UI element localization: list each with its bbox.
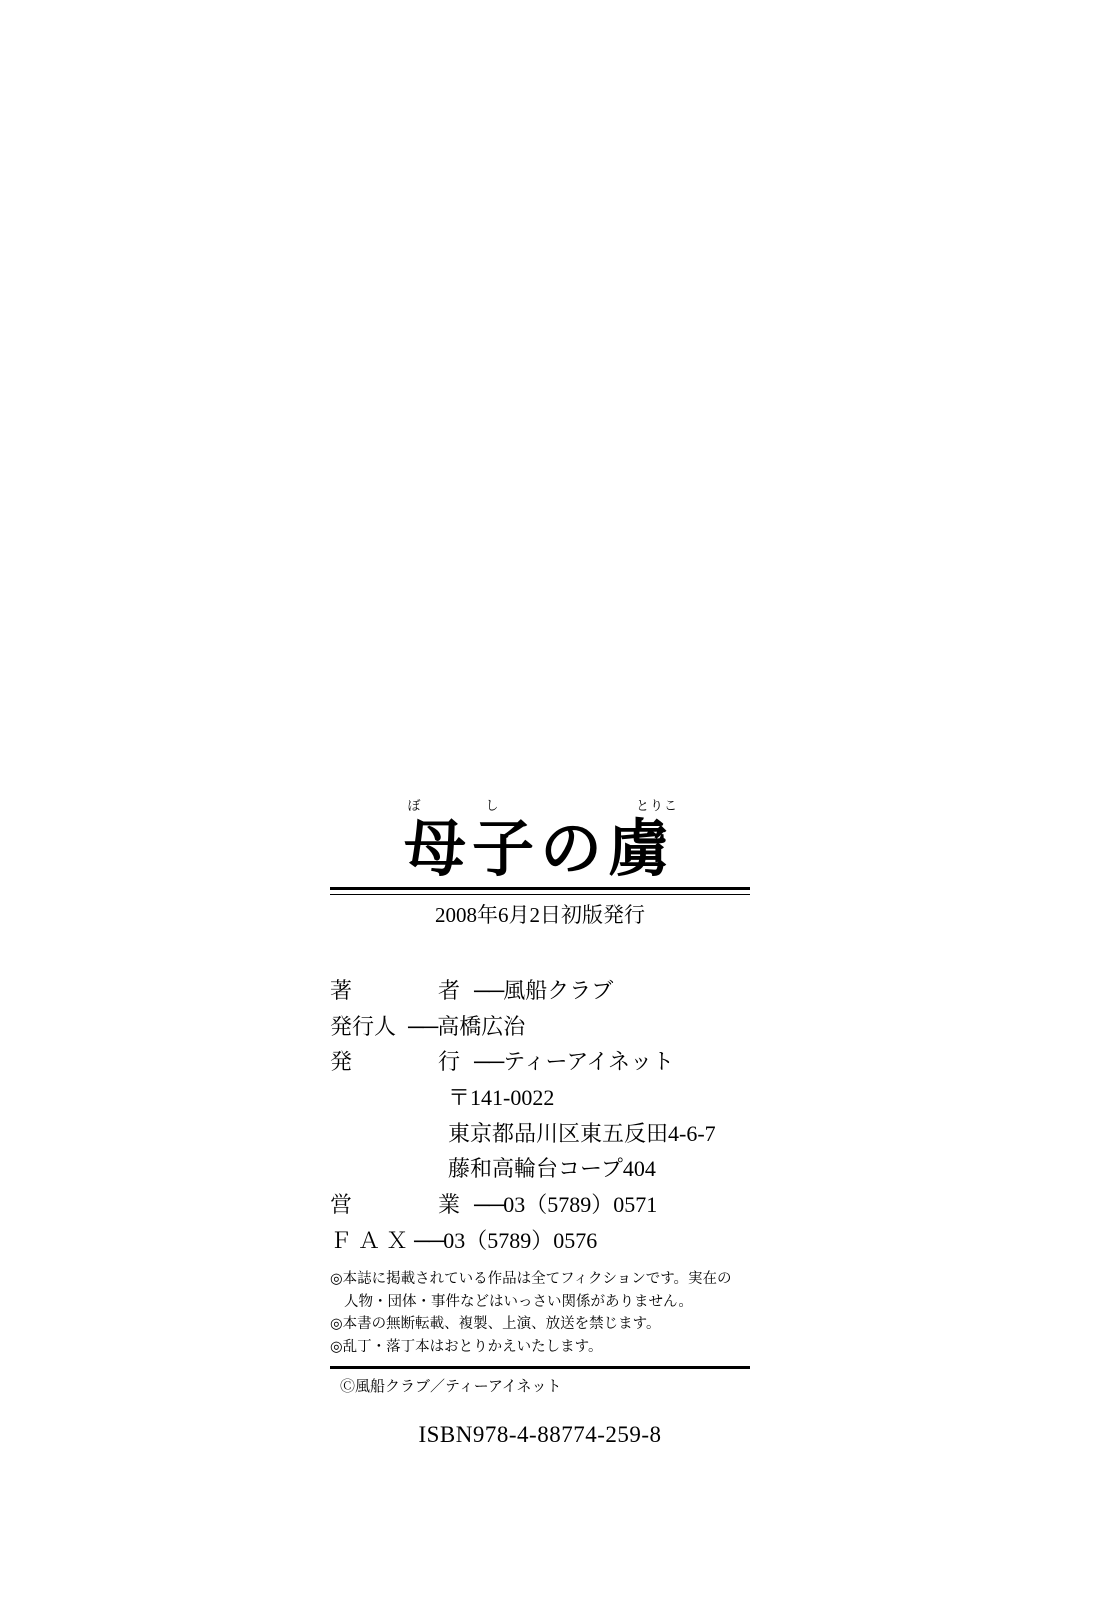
imprint-block <box>330 973 750 1258</box>
imprint-row-publisher-person <box>330 1009 750 1045</box>
imprint-value-author: 風船クラブ <box>503 978 614 1004</box>
colophon-block <box>330 800 750 1448</box>
address-line-street: 東京都品川区東五反田4-6-7 <box>448 1120 716 1146</box>
imprint-label-publisher: 発 行 <box>330 1049 475 1075</box>
address-line-building: 藤和高輪台コープ404 <box>448 1156 656 1182</box>
contact-row-sales <box>330 1187 750 1223</box>
imprint-dash-publisher-person: ── <box>408 1013 438 1039</box>
isbn-line: ISBN978-4-88774-259-8 <box>418 1422 662 1448</box>
imprint-value-publisher-person: 高橋広治 <box>437 1013 526 1039</box>
note-text: 本誌に掲載されている作品は全てフィクションです。実在の <box>342 1271 732 1288</box>
note-text-continued: 人物・団体・事件などはいっさい関係がありません。 <box>344 1293 693 1310</box>
contact-value-sales: 03（5789）0571 <box>503 1191 658 1217</box>
note-mark-icon: ◎ <box>330 1338 343 1355</box>
contact-dash-fax: ── <box>414 1227 444 1253</box>
publication-date: 2008年6月2日初版発行 <box>435 903 645 928</box>
note-text: 本書の無断転載、複製、上演、放送を禁じます。 <box>342 1316 661 1333</box>
imprint-value-publisher: ティーアイネット <box>503 1049 675 1075</box>
title-rule-thick <box>330 887 750 890</box>
contact-label-sales: 営 業 <box>330 1191 475 1217</box>
note-item <box>330 1313 750 1335</box>
note-item <box>330 1268 750 1290</box>
bottom-rule <box>330 1366 750 1369</box>
note-mark-icon: ◎ <box>330 1316 343 1333</box>
title-rule-thin <box>330 894 750 895</box>
imprint-dash-author: ── <box>474 978 504 1004</box>
ruby-1: ぼ <box>407 799 422 814</box>
imprint-row-publisher <box>330 1044 750 1080</box>
address-line-postal: 〒141-0022 <box>448 1085 555 1111</box>
contact-value-fax: 03（5789）0576 <box>443 1227 598 1253</box>
title-block <box>330 800 750 929</box>
contact-dash-sales: ── <box>474 1191 504 1217</box>
contact-row-fax <box>330 1223 750 1259</box>
note-item <box>330 1336 750 1358</box>
copyright-line: Ⓒ風船クラブ／ティーアイネット <box>340 1377 562 1396</box>
note-mark-icon: ◎ <box>330 1271 343 1288</box>
imprint-dash-publisher: ── <box>474 1049 504 1075</box>
contact-label-fax: ＦＡＸ <box>330 1227 415 1253</box>
legal-notes <box>330 1268 750 1358</box>
imprint-row-author <box>330 973 750 1009</box>
note-text: 乱丁・落丁本はおとりかえいたします。 <box>342 1338 603 1355</box>
imprint-label-publisher-person: 発行人 <box>330 1013 397 1039</box>
imprint-label-author: 著 者 <box>330 978 475 1004</box>
book-title: 母子の虜 <box>403 812 676 885</box>
ruby-3: とりこ <box>635 799 678 814</box>
ruby-2: し <box>485 799 500 814</box>
